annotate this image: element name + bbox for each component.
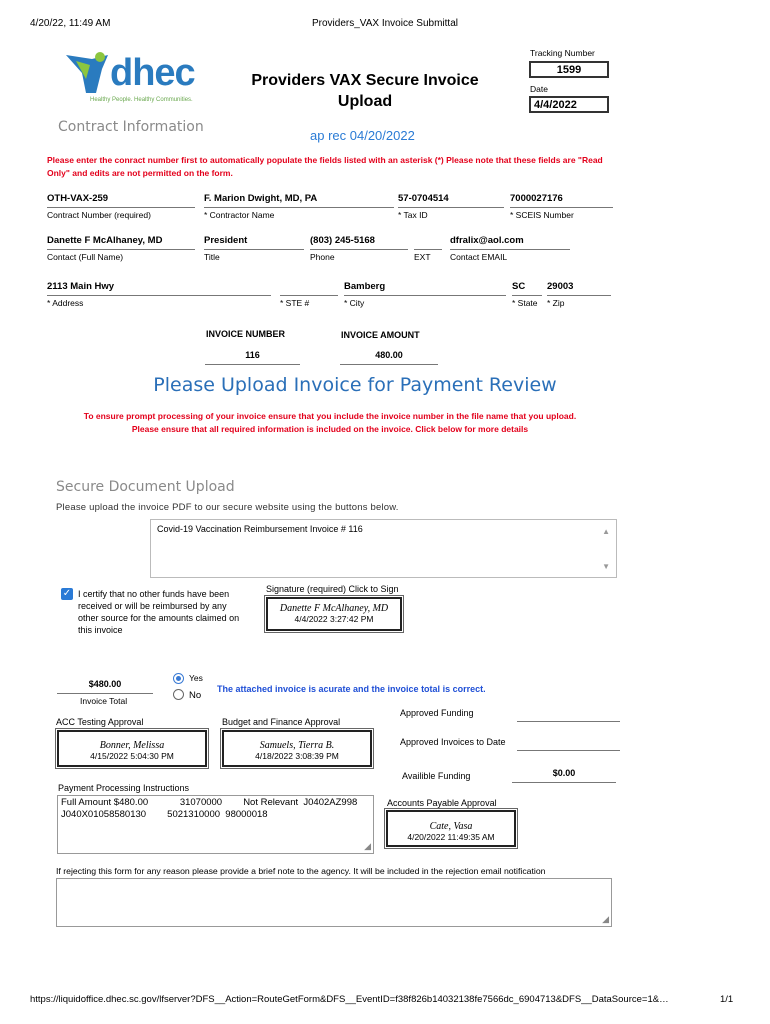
confirm-text: The attached invoice is acurate and the invoice total is correct. [217,684,486,694]
upload-instructions: Please upload the invoice PDF to our secure website using the buttons below. [56,502,399,513]
print-url: https://liquidoffice.dhec.sc.gov/lfserver?DFS__Action=RouteGetForm&DFS__EventID=f38f826b14032138fe7566dc_6904713&DFS__DataSource=1&… [30,994,669,1005]
no-radio[interactable] [173,689,184,700]
phone-field[interactable]: (803) 245-5168 [310,235,408,250]
certify-text-line2: received or will be reimbursed by any [78,601,227,611]
contract-notice: Please enter the conract number first to automatically populate the fields listed with an asterisk (*) Please note that these fields are "Read Only" and edits are not permitted on the form. [47,155,603,178]
yes-radio[interactable] [173,673,184,684]
contract-number-label: Contract Number (required) [47,210,151,220]
title-label: Title [204,252,220,262]
state-label: * State [512,298,538,308]
certify-text-line4: this invoice [78,625,123,635]
ste-label: * STE # [280,298,310,308]
form-title [230,70,500,112]
contractor-name-label: * Contractor Name [204,210,275,220]
approved-funding-field[interactable] [517,708,620,722]
tracking-number-field[interactable]: 1599 [529,61,609,78]
upload-section-title: Secure Document Upload [56,479,235,495]
print-page-count: 1/1 [720,994,734,1005]
resize-handle-icon[interactable]: ◢ [364,841,371,851]
invoice-number-field[interactable]: 116 [205,350,300,365]
tax-id-field: 57-0704514 [398,193,504,208]
payment-instructions-line1: Full Amount $480.00 31070000 Not Relevant J0402AZ998 [61,797,358,808]
contract-section-title: Contract Information [58,119,204,135]
address-field: 2113 Main Hwy [47,281,271,296]
payment-instructions-line2: J040X01058580130 5021310000 98000018 [61,809,268,820]
budget-signature-box[interactable] [222,730,372,767]
reject-resize-handle-icon[interactable]: ◢ [602,914,609,924]
scroll-down-icon[interactable]: ▼ [602,562,610,571]
invoice-amount-label: INVOICE AMOUNT [341,330,420,340]
invoice-total-field[interactable]: $480.00 [57,679,153,694]
certify-text-line3: other source for the amounts claimed on [78,613,240,623]
signature-date: 4/4/2022 3:27:42 PM [294,614,374,624]
dhec-logo [60,45,200,111]
budget-signature-name: Samuels, Tierra B. [259,740,335,751]
upload-heading: Please Upload Invoice for Payment Review [153,374,557,396]
zip-field: 29003 [547,281,611,296]
signature-box[interactable] [266,597,402,631]
ap-signature-date: 4/20/2022 11:49:35 AM [407,832,495,842]
sceis-number-field: 7000027176 [510,193,613,208]
ap-rec-note: ap rec 04/20/2022 [310,128,415,143]
logo-tagline: Healthy People. Healthy Communities. [90,97,193,103]
invoice-number-label: INVOICE NUMBER [206,329,286,339]
certify-checkbox[interactable]: ✓ [62,588,72,599]
form-title-line2: Upload [337,93,393,110]
address-label: * Address [47,298,84,308]
signature-name: Danette F McAlhaney, MD [279,603,389,614]
signature-label: Signature (required) Click to Sign [266,584,399,594]
zip-label: * Zip [547,298,565,308]
date-label: Date [530,84,548,94]
reject-note-field[interactable] [56,878,612,927]
city-label: * City [344,298,365,308]
scroll-up-icon[interactable]: ▲ [602,527,610,536]
invoice-total-label: Invoice Total [80,696,128,706]
date-field[interactable]: 4/4/2022 [529,96,609,113]
contact-name-label: Contact (Full Name) [47,252,124,262]
email-label: Contact EMAIL [450,252,508,262]
payment-instructions-box[interactable] [57,795,374,854]
available-funding-field[interactable]: $0.00 [512,768,616,783]
logo-text: dhec [110,52,195,94]
acc-signature-name: Bonner, Melissa [99,740,165,751]
approved-funding-label: Approved Funding [400,708,474,718]
ste-field [280,281,338,296]
available-funding-label: Availible Funding [402,771,471,781]
email-field[interactable]: dfralix@aol.com [450,235,570,250]
tracking-label: Tracking Number [530,48,595,58]
ext-field[interactable] [414,235,442,250]
invoice-amount-field[interactable]: 480.00 [340,350,438,365]
payment-instructions-label: Payment Processing Instructions [58,783,190,793]
upload-notice-line1: To ensure prompt processing of your invoice ensure that you include the invoice number in the file name that you upload. [83,411,577,421]
ap-approval-label: Accounts Payable Approval [387,798,497,808]
city-field: Bamberg [344,281,506,296]
form-title-line1: Providers VAX Secure Invoice [251,72,479,89]
contract-number-field[interactable]: OTH-VAX-259 [47,193,195,208]
acc-signature-box[interactable] [57,730,207,767]
state-field: SC [512,281,542,296]
print-datetime: 4/20/22, 11:49 AM [30,18,111,29]
contact-name-field[interactable]: Danette F McAlhaney, MD [47,235,195,250]
uploaded-file-text: Covid-19 Vaccination Reimbursement Invoice # 116 [157,524,363,534]
ap-signature-box[interactable] [386,810,516,847]
approved-invoices-label: Approved Invoices to Date [400,737,506,747]
print-page-title: Providers_VAX Invoice Submittal [312,18,458,29]
upload-notice-line2: Please ensure that all required information is included on the invoice. Click below for more details [131,424,529,434]
budget-approval-label: Budget and Finance Approval [222,717,341,727]
certify-text-line1: I certify that no other funds have been [78,589,230,599]
certify-text [78,588,239,636]
sceis-number-label: * SCEIS Number [510,210,574,220]
acc-approval-label: ACC Testing Approval [56,717,144,727]
tax-id-label: * Tax ID [398,210,428,220]
ap-signature-name: Cate, Vasa [429,821,473,832]
contractor-name-field: F. Marion Dwight, MD, PA [204,193,394,208]
title-field[interactable]: President [204,235,304,250]
acc-signature-date: 4/15/2022 5:04:30 PM [90,751,174,761]
yes-label: Yes [189,673,203,683]
phone-label: Phone [310,252,335,262]
upload-notice [0,410,660,436]
budget-signature-date: 4/18/2022 3:08:39 PM [255,751,339,761]
reject-label: If rejecting this form for any reason please provide a brief note to the agency. It will be included in the rejection email notification [56,866,546,876]
no-label: No [189,690,202,701]
approved-invoices-field[interactable] [517,737,620,751]
uploaded-file-box[interactable] [150,519,617,578]
ext-label: EXT [414,252,431,262]
